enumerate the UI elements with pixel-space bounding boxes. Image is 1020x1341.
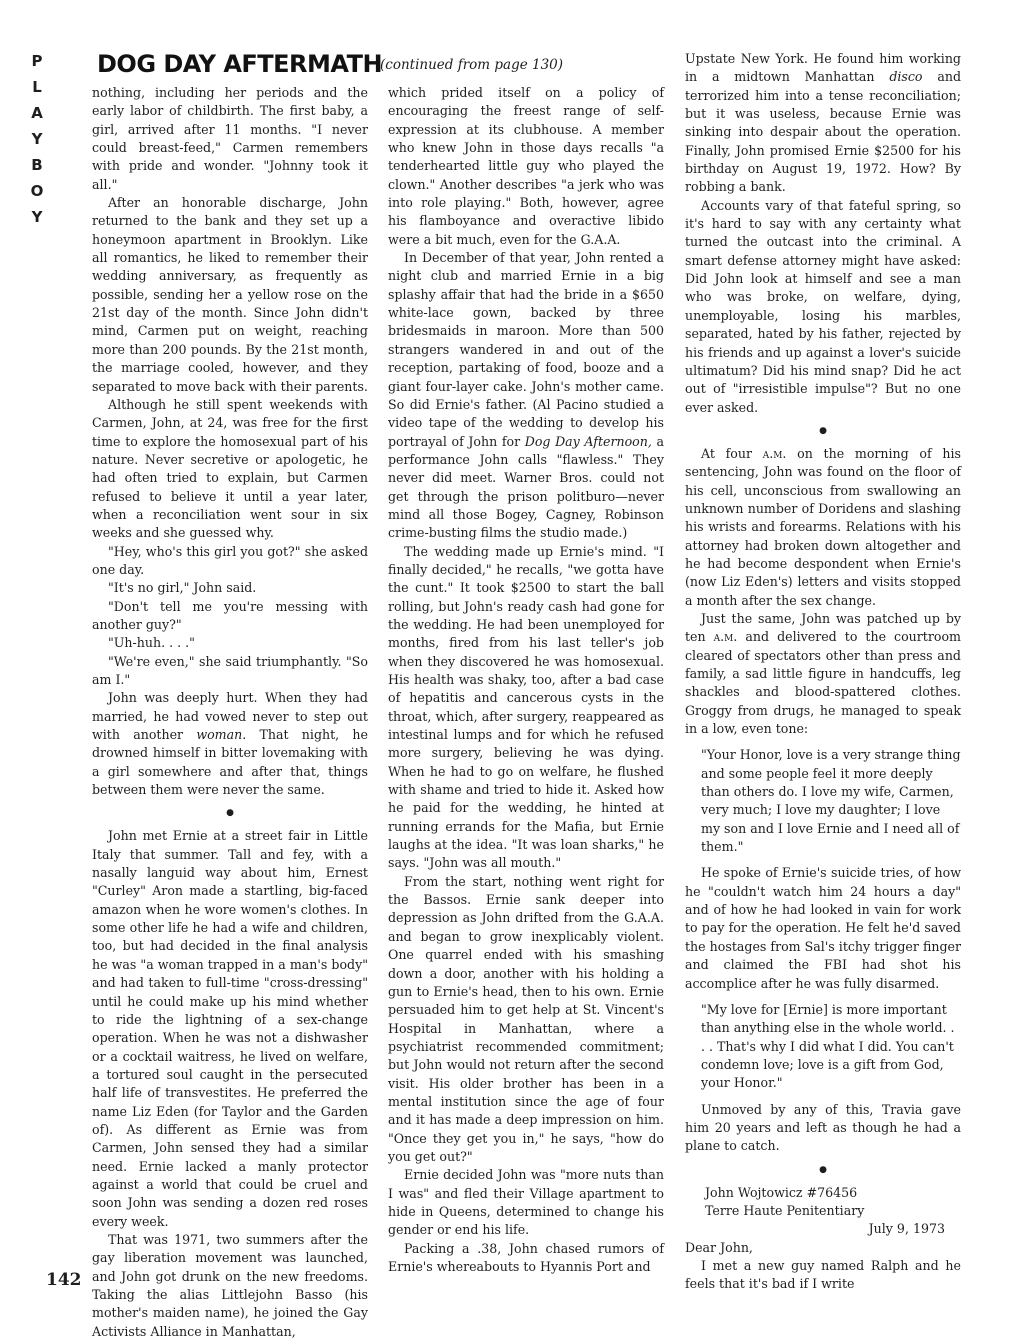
text-run: At four — [701, 445, 763, 461]
emphasis: Dog Day Afternoon, — [524, 433, 652, 449]
article-title: DOG DAY AFTERMATH — [97, 50, 383, 78]
text-run: a performance John calls "flawless." They never did meet. Warner Bros. could not get through the prison politburo—never mind all those Bogey, Cagney, Robinson crime-busting films the studio made.) — [388, 433, 664, 541]
column-2 — [388, 84, 664, 1276]
paragraph: Ernie decided John was "more nuts than I was" and fled their Village apartment to hide in Queens, determined to change his gender or end his life. — [388, 1167, 664, 1238]
block-quote: "Your Honor, love is a very strange thing and some people feel it more deeply than others do. I love my wife, Carmen, very much; I love my daughter; I love my son and I love Ernie and I need all of them." — [701, 747, 961, 855]
paragraph: John met Ernie at a street fair in Little Italy that summer. Tall and fey, with a nasally languid way about him, Ernest "Curley" Aron made a startling, big-faced amazon when he wore women's clothes. In some other life he had a wife and children, too, but had decided in the final analysis he was "a woman trapped in a man's body" and had taken to full-time "cross-dressing" until he could make up his mind whether to ride the lightning of a sex-change operation. When he was not a dishwasher or a cocktail waitress, he lived on welfare, a tortured soul caught in the persecuted half life of transvestites. He preferred the name Liz Eden (for Taylor and the Garden of). As different as Ernie was from Carmen, John sensed they had a similar need. Ernie lacked a manly protector against a world that could be cruel and soon John was sending a dozen red roses every week. — [92, 828, 368, 1229]
paragraph — [388, 249, 664, 543]
text-run: That night, he drowned himself in bitter lovemaking with a girl somewhere and after that, things between them were never the same. — [92, 727, 368, 798]
paragraph: From the start, nothing went right for the Bassos. Ernie sank deeper into depression as John drifted from the G.A.A. and began to grow inexplicably violent. One quarrel ended with his smashing down a door, another with his holding a gun to Ernie's head, then to his own. Ernie persuaded him to get help at St. Vincent's Hospital in Manhattan, where a psychiatrist recommended commitment; but John would not return after the second visit. His older brother has been in a mental institution since the age of four and it has made a deep impression on him. "Once they get you in," he says, "how do you get out?" — [388, 873, 664, 1164]
paragraph: "We're even," she said triumphantly. "So am I." — [92, 653, 368, 687]
paragraph — [685, 610, 961, 738]
emphasis: woman. — [196, 727, 247, 743]
page-number: 142 — [46, 1270, 82, 1290]
text-run: In December of that year, John rented a night club and married Ernie in a big splashy affair that had the bride in a $650 white-lace gown, backed by three bridesmaids in maroon. More than 500 strangers wandered in and out of the reception, partaking of food, booze and a giant four-layer cake. John's mother came. So did Ernie's father. (Al Pacino studied a video tape of the wedding to develop his portrayal of John for — [388, 250, 664, 449]
paragraph: I met a new guy named Ralph and he feels that it's bad if I write — [685, 1257, 961, 1292]
small-caps-text: a.m. — [762, 445, 787, 461]
paragraph: That was 1971, two summers after the gay liberation movement was launched, and John got drunk on the new freedoms. Taking the alias Littlejohn Basso (his mother's maiden name), he joined the Gay Activists Alliance in Manhattan, — [92, 1231, 368, 1339]
column-1 — [92, 84, 368, 1341]
paragraph: Unmoved by any of this, Travia gave him 20 years and left as though he had a plane to catch. — [685, 1101, 961, 1154]
section-divider-bullet: ● — [819, 425, 827, 436]
paragraph — [685, 445, 961, 610]
paragraph: He spoke of Ernie's suicide tries, of how he "couldn't watch him 24 hours a day" and of how he had looked in vain for work to pay for the operation. He felt he'd saved the hostages from Sal's itchy trigger finger and claimed the FBI had shot his accomplice after he was fully disarmed. — [685, 865, 961, 991]
section-divider-bullet: ● — [226, 808, 234, 819]
letter-salutation: Dear John, — [685, 1239, 753, 1255]
paragraph: Accounts vary of that fateful spring, so it's hard to say with any certainty what turned the outcast into the criminal. A smart defense attorney might have asked: Did John look at himself and see a man who was broke, on welfare, dying, unemployable, losing his marbles, separated, hated by his father, rejected by his friends and up against a lover's suicide ultimatum? Did his mind snap? Did he act out of "irresistible impulse"? But no one ever asked. — [685, 197, 961, 415]
paragraph: which prided itself on a policy of encouraging the freest range of self-expression at its clubhouse. A member who knew John in those days recalls "a tenderhearted little guy who played the clown." Another describes "a jerk who was into role playing." Both, however, agree his flamboyance and overactive libido were a bit much, even for the G.A.A. — [388, 85, 664, 247]
text-run: on the morning of his sentencing, John was found on the floor of his cell, unconscious from swallowing an unknown number of Doridens and slashing his wrists and forearms. Relations with his attorney had broken down altogether and he had become despondent when Ernie's (now Liz Eden's) letters and visits stopped a month after the sex change. — [685, 445, 961, 608]
text-run: and terrorized him into a tense reconciliation; but it was useless, because Ernie was sinking into despair about the operation. Finally, John promised Ernie $2500 for his birthday on August 19, 1972. How? By robbing a bank. — [685, 69, 961, 195]
paragraph: "Hey, who's this girl you got?" she asked one day. — [92, 543, 368, 577]
paragraph: Although he still spent weekends with Carmen, John, at 24, was free for the first time to explore the homosexual part of his nature. Never secretive or apologetic, he had often tried to explain, but Carmen refused to believe it until a year later, when a reconciliation went sour in six weeks and she guessed why. — [92, 396, 368, 541]
block-quote: "My love for [Ernie] is more important than anything else in the whole world. . . . That's why I did what I did. You can't condemn love; love is a gift from God, your Honor." — [701, 1001, 955, 1091]
text-run: John was deeply hurt. When they had married, he had vowed never to step out with another — [92, 690, 368, 743]
paragraph: The wedding made up Ernie's mind. "I finally decided," he recalls, "we gotta have the cunt." It took $2500 to start the ball rolling, but John's ready cash had gone for the wedding. He had been unemployed for months, fired from his last teller's job when they discovered he was homosexual. His health was shaky, too, after a bad case of hepatitis and cancerous cysts in the throat, which, after surgery, reappeared as intestinal lumps and for which he refused more surgery, believing he was dying. When he had to go on welfare, he flushed with shame and tried to hide it. Asked how he paid for the wedding, he hinted at running errands for the Mafia, but Ernie laughs at the idea. "It was loan sharks," he says. "John was all mouth." — [388, 543, 664, 871]
text-run: Just the same, John was patched up by ten — [685, 610, 961, 645]
paragraph — [92, 689, 368, 799]
paragraph: "Uh-huh. . . ." — [108, 635, 195, 651]
paragraph: "It's no girl," John said. — [108, 580, 257, 596]
column-3 — [685, 50, 961, 1294]
letter-date: July 9, 1973 — [868, 1221, 945, 1237]
text-run: Upstate New York. He found him working in a midtown Manhattan — [685, 51, 961, 85]
paragraph: After an honorable discharge, John returned to the bank and they set up a honeymoon apartment in Brooklyn. Like all romantics, he liked to remember their wedding anniversary, as frequently as possible, sending her a yellow rose on the 21st day of the month. Since John didn't mind, Carmen put on weight, reaching more than 200 pounds. By the 21st month, the marriage cooled, however, and they separated to move back with their parents. — [92, 195, 368, 394]
small-caps-text: a.m. — [713, 629, 738, 645]
masthead-side-label: PLAYBOY — [30, 52, 44, 226]
article-header — [97, 50, 657, 84]
paragraph: "Don't tell me you're messing with another guy?" — [92, 598, 368, 632]
letter-sender-address: Terre Haute Penitentiary — [705, 1202, 865, 1218]
continued-note: (continued from page 130) — [380, 57, 564, 73]
paragraph — [685, 50, 961, 197]
letter-sender-name: John Wojtowicz #76456 — [705, 1184, 858, 1200]
section-divider-bullet: ● — [819, 1164, 827, 1175]
paragraph: Packing a .38, John chased rumors of Ernie's whereabouts to Hyannis Port and — [388, 1240, 664, 1274]
emphasis: disco — [889, 69, 923, 85]
paragraph: nothing, including her periods and the early labor of childbirth. The first baby, a girl, arrived after 11 months. "I never could breast-feed," Carmen remembers with pride and wonder. "Johnny took it all." — [92, 85, 368, 192]
text-run: and delivered to the courtroom cleared of spectators other than press and family, a sad little figure in handcuffs, leg shackles and blood-spattered clothes. Groggy from drugs, he managed to speak in a low, even tone: — [685, 629, 961, 737]
